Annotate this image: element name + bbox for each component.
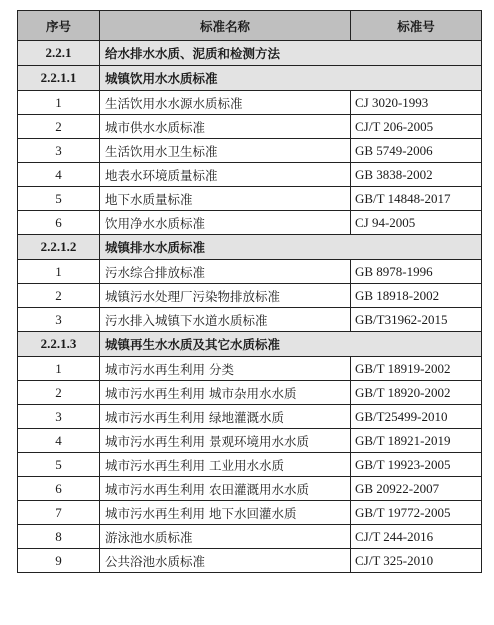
row-serial-number: 1	[18, 357, 100, 381]
row-serial-number: 5	[18, 453, 100, 477]
table-row	[18, 525, 482, 549]
section-number: 2.2.1.3	[18, 332, 100, 357]
row-serial-number: 7	[18, 501, 100, 525]
row-standard-name: 城市污水再生利用 工业用水水质	[100, 453, 351, 477]
row-standard-name: 公共浴池水质标准	[100, 549, 351, 573]
row-standard-name: 地表水环境质量标准	[100, 163, 351, 187]
row-serial-number: 6	[18, 477, 100, 501]
table-row	[18, 501, 482, 525]
row-standard-name: 污水综合排放标准	[100, 260, 351, 284]
row-standard-name: 城镇污水处理厂污染物排放标准	[100, 284, 351, 308]
table-row	[18, 91, 482, 115]
table-row	[18, 429, 482, 453]
row-serial-number: 2	[18, 115, 100, 139]
row-serial-number: 4	[18, 163, 100, 187]
table-row	[18, 453, 482, 477]
table-row	[18, 115, 482, 139]
table-row	[18, 139, 482, 163]
row-standard-code: GB 3838-2002	[351, 163, 482, 187]
section-row	[18, 332, 482, 357]
row-standard-code: GB/T 18919-2002	[351, 357, 482, 381]
header-standard-name: 标准名称	[100, 11, 351, 41]
table-header-row	[18, 11, 482, 41]
row-serial-number: 1	[18, 91, 100, 115]
section-row	[18, 41, 482, 66]
row-standard-name: 游泳池水质标准	[100, 525, 351, 549]
row-standard-code: GB/T 18921-2019	[351, 429, 482, 453]
row-standard-name: 城市污水再生利用 地下水回灌水质	[100, 501, 351, 525]
row-standard-name: 城市污水再生利用 城市杂用水水质	[100, 381, 351, 405]
row-standard-code: CJ/T 244-2016	[351, 525, 482, 549]
standards-table-container	[17, 10, 482, 573]
section-title: 给水排水水质、泥质和检测方法	[100, 41, 482, 66]
row-standard-code: GB 18918-2002	[351, 284, 482, 308]
row-serial-number: 6	[18, 211, 100, 235]
section-title: 城镇再生水水质及其它水质标准	[100, 332, 482, 357]
row-standard-name: 城市污水再生利用 农田灌溉用水水质	[100, 477, 351, 501]
row-standard-name: 生活饮用水水源水质标准	[100, 91, 351, 115]
table-row	[18, 549, 482, 573]
row-standard-name: 生活饮用水卫生标准	[100, 139, 351, 163]
row-standard-name: 城市供水水质标准	[100, 115, 351, 139]
table-row	[18, 308, 482, 332]
row-serial-number: 3	[18, 308, 100, 332]
row-serial-number: 2	[18, 284, 100, 308]
section-title: 城镇饮用水水质标准	[100, 66, 482, 91]
row-standard-code: GB/T 18920-2002	[351, 381, 482, 405]
section-number: 2.2.1	[18, 41, 100, 66]
row-standard-code: CJ 94-2005	[351, 211, 482, 235]
row-serial-number: 3	[18, 405, 100, 429]
header-serial-number: 序号	[18, 11, 100, 41]
row-standard-code: GB 8978-1996	[351, 260, 482, 284]
table-row	[18, 357, 482, 381]
row-serial-number: 4	[18, 429, 100, 453]
row-standard-name: 城市污水再生利用 景观环境用水水质	[100, 429, 351, 453]
section-number: 2.2.1.1	[18, 66, 100, 91]
section-row	[18, 235, 482, 260]
row-standard-code: CJ/T 206-2005	[351, 115, 482, 139]
row-standard-code: CJ 3020-1993	[351, 91, 482, 115]
table-row	[18, 477, 482, 501]
row-standard-code: GB/T 19772-2005	[351, 501, 482, 525]
row-standard-code: GB 20922-2007	[351, 477, 482, 501]
table-row	[18, 187, 482, 211]
table-row	[18, 163, 482, 187]
standards-table	[17, 10, 482, 573]
table-row	[18, 284, 482, 308]
row-serial-number: 9	[18, 549, 100, 573]
row-standard-name: 城市污水再生利用 分类	[100, 357, 351, 381]
section-row	[18, 66, 482, 91]
row-serial-number: 5	[18, 187, 100, 211]
group-drainage-water	[18, 260, 482, 332]
table-row	[18, 405, 482, 429]
section-number: 2.2.1.2	[18, 235, 100, 260]
row-standard-code: GB/T 14848-2017	[351, 187, 482, 211]
row-standard-name: 城市污水再生利用 绿地灌溉水质	[100, 405, 351, 429]
row-standard-name: 饮用净水水质标准	[100, 211, 351, 235]
row-standard-code: GB/T25499-2010	[351, 405, 482, 429]
row-standard-name: 污水排入城镇下水道水质标准	[100, 308, 351, 332]
table-row	[18, 260, 482, 284]
row-standard-code: GB 5749-2006	[351, 139, 482, 163]
header-standard-code: 标准号	[351, 11, 482, 41]
group-drinking-water	[18, 91, 482, 235]
row-serial-number: 8	[18, 525, 100, 549]
row-standard-code: GB/T31962-2015	[351, 308, 482, 332]
row-serial-number: 2	[18, 381, 100, 405]
table-row	[18, 211, 482, 235]
row-standard-name: 地下水质量标准	[100, 187, 351, 211]
group-reclaimed-water	[18, 357, 482, 573]
row-serial-number: 1	[18, 260, 100, 284]
row-standard-code: CJ/T 325-2010	[351, 549, 482, 573]
table-row	[18, 381, 482, 405]
row-serial-number: 3	[18, 139, 100, 163]
row-standard-code: GB/T 19923-2005	[351, 453, 482, 477]
section-title: 城镇排水水质标准	[100, 235, 482, 260]
